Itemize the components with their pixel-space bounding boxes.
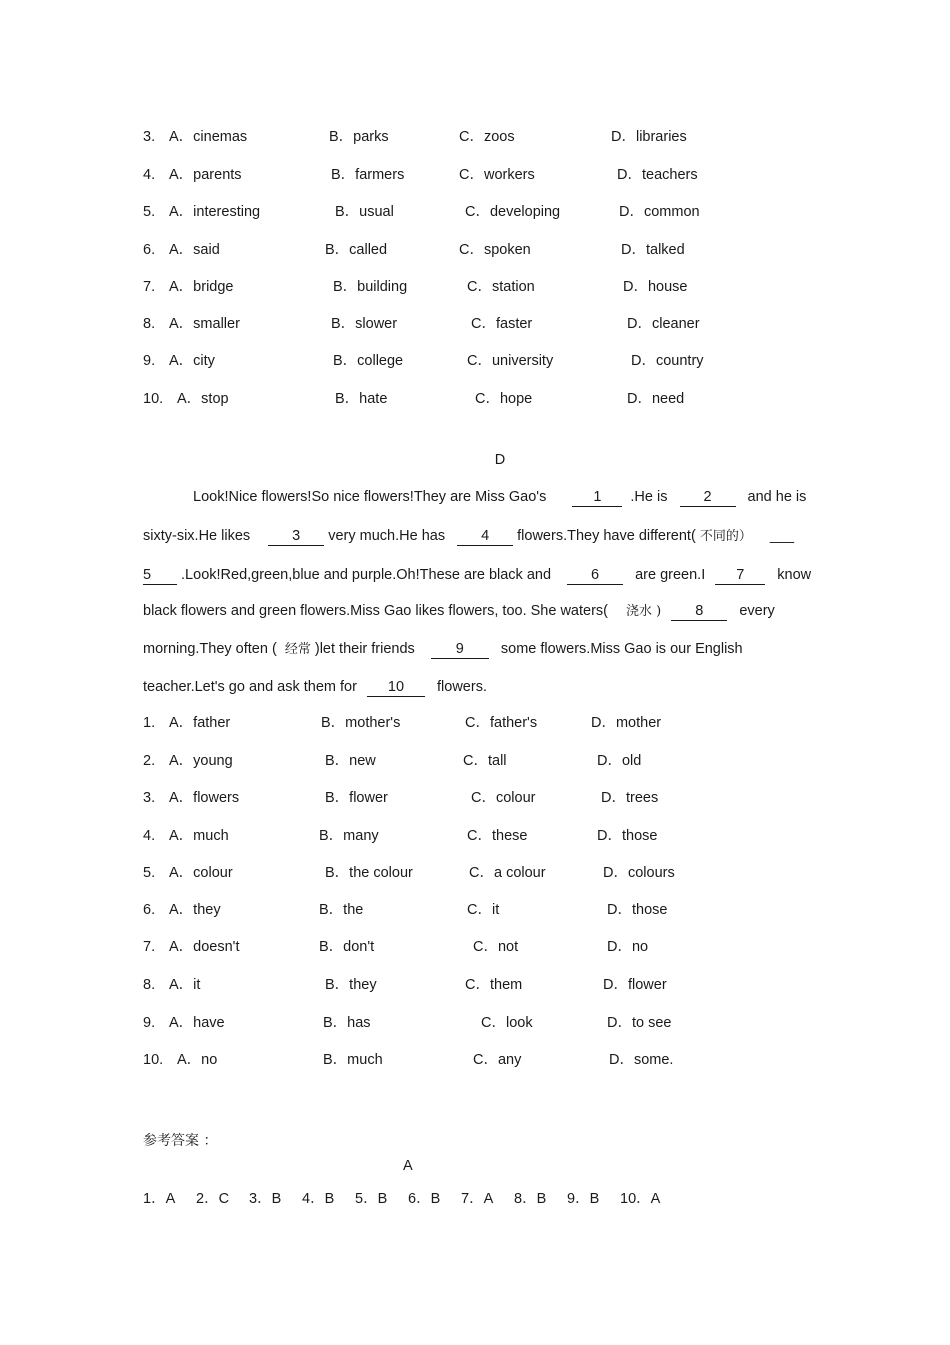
question-number: 7. <box>143 939 156 955</box>
option-b: B．has <box>323 1015 371 1031</box>
answer-item: 6．B <box>408 1191 441 1207</box>
option-b: B．usual <box>335 204 394 220</box>
option-c: C．not <box>473 939 519 955</box>
passage-text: flowers. <box>437 679 487 695</box>
answer-item: 5．B <box>355 1191 388 1207</box>
option-d: D．need <box>627 391 685 407</box>
option-b: B．mother's <box>321 715 401 731</box>
option-c: C．university <box>467 353 554 369</box>
question-number: 6. <box>143 902 156 918</box>
option-b: B．building <box>333 279 408 295</box>
passage-line <box>143 638 813 660</box>
option-c: C．faster <box>471 316 533 332</box>
option-a: A．no <box>177 1052 218 1068</box>
option-c: C．any <box>473 1052 522 1068</box>
option-d: D．those <box>597 828 658 844</box>
option-d: D．those <box>607 902 668 918</box>
blank-4: 4 <box>457 527 513 546</box>
chinese-gloss: 浇水 ) <box>626 604 662 619</box>
option-d: D．house <box>623 279 688 295</box>
answer-item: 10．A <box>620 1191 661 1207</box>
option-a: A．much <box>169 828 229 844</box>
answer-item: 4．B <box>302 1191 335 1207</box>
option-d: D．colours <box>603 865 675 881</box>
option-a: A．said <box>169 242 220 258</box>
option-c: C．it <box>467 902 500 918</box>
option-a: A．it <box>169 977 201 993</box>
passage-text: sixty-six.He likes <box>143 528 251 544</box>
question-number: 4. <box>143 828 156 844</box>
option-b: B．new <box>325 753 376 769</box>
blank-5: 5 <box>143 566 177 585</box>
blank-3: 3 <box>268 527 324 546</box>
option-d: D．talked <box>621 242 685 258</box>
passage-text: )let their friends <box>314 641 415 657</box>
blank-6: 6 <box>567 566 623 585</box>
passage-text: teacher.Let's go and ask them for <box>143 679 357 695</box>
option-b: B．parks <box>329 129 389 145</box>
blank-7: 7 <box>715 566 765 585</box>
option-b: B．slower <box>331 316 398 332</box>
option-d: D．to see <box>607 1015 672 1031</box>
question-number: 3. <box>143 790 156 806</box>
question-number: 6. <box>143 242 156 258</box>
option-a: A．smaller <box>169 316 240 332</box>
blank-5-start: ___ <box>769 528 795 544</box>
answer-item: 9．B <box>567 1191 600 1207</box>
option-d: D．no <box>607 939 649 955</box>
option-c: C．a colour <box>469 865 546 881</box>
option-b: B．don't <box>319 939 375 955</box>
answer-item: 7．A <box>461 1191 494 1207</box>
option-b: B．called <box>325 242 388 258</box>
passage-text: every <box>739 603 775 619</box>
option-b: B．flower <box>325 790 388 806</box>
passage-text: morning.They often ( <box>143 641 277 657</box>
passage-line <box>143 525 813 547</box>
option-c: C．tall <box>463 753 507 769</box>
answer-key-section: A <box>403 1158 413 1174</box>
question-number: 5. <box>143 204 156 220</box>
answer-item: 8．B <box>514 1191 547 1207</box>
passage-text: and he is <box>747 489 807 505</box>
answer-item: 3．B <box>249 1191 282 1207</box>
chinese-gloss: 不同的） <box>699 529 752 544</box>
option-d: D．libraries <box>611 129 687 145</box>
passage-text: some flowers.Miss Gao is our English <box>500 641 743 657</box>
option-c: C．father's <box>465 715 538 731</box>
option-b: B．the <box>319 902 364 918</box>
option-c: C．zoos <box>459 129 515 145</box>
option-b: B．the colour <box>325 865 413 881</box>
option-a: A．young <box>169 753 233 769</box>
option-a: A．colour <box>169 865 233 881</box>
passage-text: .Look!Red,green,blue and purple.Oh!These are black and <box>181 567 552 583</box>
option-d: D．trees <box>601 790 659 806</box>
option-a: A．interesting <box>169 204 261 220</box>
passage-text: black flowers and green flowers.Miss Gao likes flowers, too. She waters( <box>143 603 608 619</box>
chinese-gloss: 经常 <box>284 642 311 657</box>
option-c: C．look <box>481 1015 533 1031</box>
option-b: B．many <box>319 828 379 844</box>
blank-9: 9 <box>431 640 489 659</box>
option-a: A．parents <box>169 167 242 183</box>
option-d: D．some. <box>609 1052 674 1068</box>
option-d: D．common <box>619 204 700 220</box>
option-a: A．father <box>169 715 231 731</box>
question-number: 2. <box>143 753 156 769</box>
question-number: 10. <box>143 391 164 407</box>
option-c: C．hope <box>475 391 533 407</box>
answer-item: 2．C <box>196 1191 230 1207</box>
blank-1: 1 <box>572 488 622 507</box>
answer-item: 1．A <box>143 1191 176 1207</box>
option-a: A．doesn't <box>169 939 240 955</box>
passage-line <box>143 676 813 698</box>
blank-10: 10 <box>367 678 425 697</box>
option-a: A．cinemas <box>169 129 248 145</box>
question-number: 7. <box>143 279 156 295</box>
option-b: B．much <box>323 1052 383 1068</box>
passage-text: are green.I <box>635 567 706 583</box>
option-b: B．hate <box>335 391 388 407</box>
option-d: D．teachers <box>617 167 698 183</box>
blank-8: 8 <box>671 602 727 621</box>
option-d: D．flower <box>603 977 667 993</box>
blank-2: 2 <box>680 488 736 507</box>
option-d: D．country <box>631 353 704 369</box>
passage-line <box>193 486 863 508</box>
passage-text: know <box>777 567 812 583</box>
option-c: C．them <box>465 977 523 993</box>
option-d: D．mother <box>591 715 662 731</box>
option-c: C．workers <box>459 167 535 183</box>
option-c: C．spoken <box>459 242 531 258</box>
question-number: 8. <box>143 316 156 332</box>
question-number: 9. <box>143 353 156 369</box>
option-a: A．have <box>169 1015 225 1031</box>
option-a: A．flowers <box>169 790 240 806</box>
option-d: D．old <box>597 753 642 769</box>
option-c: C．colour <box>471 790 536 806</box>
question-number: 8. <box>143 977 156 993</box>
option-a: A．stop <box>177 391 229 407</box>
question-number: 10. <box>143 1052 164 1068</box>
option-a: A．they <box>169 902 221 918</box>
passage-line <box>143 564 813 586</box>
passage-text: Look!Nice flowers!So nice flowers!They are Miss Gao's <box>193 489 547 505</box>
passage-text: flowers.They have different( <box>517 528 696 544</box>
option-b: B．they <box>325 977 377 993</box>
option-b: B．farmers <box>331 167 405 183</box>
question-number: 3. <box>143 129 156 145</box>
passage-text: very much.He has <box>328 528 446 544</box>
option-a: A．bridge <box>169 279 234 295</box>
option-c: C．these <box>467 828 528 844</box>
option-a: A．city <box>169 353 215 369</box>
option-b: B．college <box>333 353 404 369</box>
option-c: C．station <box>467 279 535 295</box>
question-number: 9. <box>143 1015 156 1031</box>
passage-line <box>143 600 813 622</box>
question-number: 5. <box>143 865 156 881</box>
question-number: 1. <box>143 715 156 731</box>
question-number: 4. <box>143 167 156 183</box>
passage-text: .He is <box>630 489 668 505</box>
option-c: C．developing <box>465 204 561 220</box>
option-d: D．cleaner <box>627 316 700 332</box>
answer-key-title: 参考答案 ： <box>143 1133 218 1149</box>
section-title: D <box>494 452 506 468</box>
